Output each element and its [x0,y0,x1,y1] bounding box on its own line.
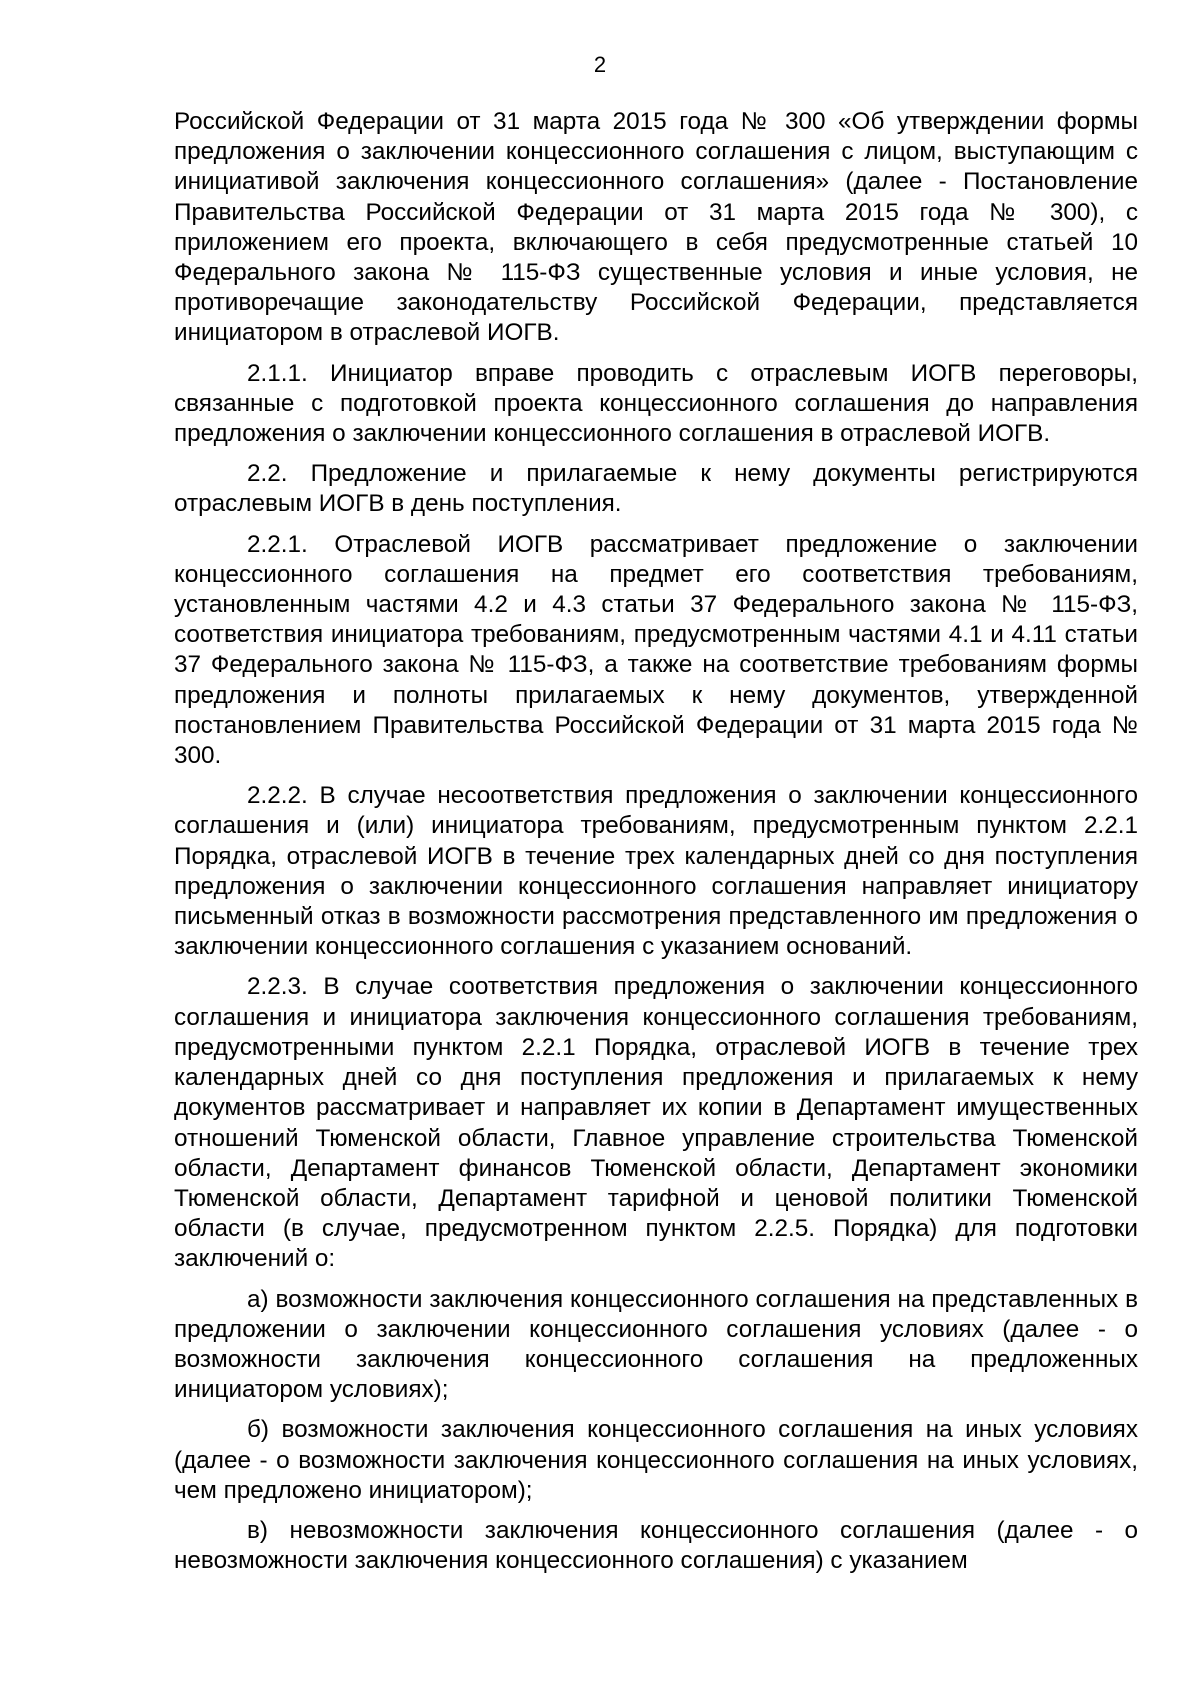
page-number: 2 [593,52,607,77]
list-item-b: б) возможности заключения концессионного соглашения на иных условиях (далее - о возможности заключения концессионного соглашения на иных условиях, чем предложено инициатором); [174,1416,1138,1504]
list-item-a: а) возможности заключения концессионного соглашения на представленных в предложении о заключении концессионного соглашения условиях (далее - о возможности заключения концессионного соглашения на предложенных инициатором условиях); [174,1285,1138,1404]
paragraph-continuation: Российской Федерации от 31 марта 2015 года № 300 «Об утверждении формы предложения о заключении концессионного соглашения с лицом, выступающим с инициативой заключения концессионного соглашения» (далее - Постановление Правительства Российской Федерации от 31 марта 2015 года № 300), с приложением его проекта, включающего в себя предусмотренные статьей 10 Федерального закона № 115-ФЗ существенные условия и иные условия, не противоречащие законодательству Российской Федерации, представляется инициатором в отраслевой ИОГВ. [174,108,1138,347]
paragraph-2-2: 2.2. Предложение и прилагаемые к нему документы регистрируются отраслевым ИОГВ в день поступления. [174,460,1138,518]
list-item-v: в) невозможности заключения концессионного соглашения (далее - о невозможности заключения концессионного соглашения) с указанием [174,1516,1138,1575]
paragraph-2-2-2: 2.2.2. В случае несоответствия предложения о заключении концессионного соглашения и (или) инициатора требованиям, предусмотренным пунктом 2.2.1 Порядка, отраслевой ИОГВ в течение трех календарных дней со дня поступления предложения о заключении концессионного соглашения направляет инициатору письменный отказ в возможности рассмотрения представленного им предложения о заключении концессионного соглашения с указанием оснований. [174,782,1138,961]
paragraph-2-2-3: 2.2.3. В случае соответствия предложения о заключении концессионного соглашения и инициатора заключения концессионного соглашения требованиям, предусмотренными пунктом 2.2.1 Порядка, отраслевой ИОГВ в течение трех календарных дней со дня поступления предложения и прилагаемых к нему документов рассматривает и направляет их копии в Департамент имущественных отношений Тюменской области, Главное управление строительства Тюменской области, Департамент финансов Тюменской области, Департамент экономики Тюменской области, Департамент тарифной и ценовой политики Тюменской области (в случае, предусмотренном пунктом 2.2.5. Порядка) для подготовки заключений о: [174,973,1138,1273]
paragraph-2-1-1: 2.1.1. Инициатор вправе проводить с отраслевым ИОГВ переговоры, связанные с подготовкой проекта концессионного соглашения до направления предложения о заключении концессионного соглашения в отраслевой ИОГВ. [174,359,1138,448]
paragraph-2-2-1: 2.2.1. Отраслевой ИОГВ рассматривает предложение о заключении концессионного соглашения на предмет его соответствия требованиям, установленным частями 4.2 и 4.3 статьи 37 Федерального закона № 115-ФЗ, соответствия инициатора требованиям, предусмотренным частями 4.1 и 4.11 статьи 37 Федерального закона № 115-ФЗ, а также на соответствие требованиям формы предложения и полноты прилагаемых к нему документов, утвержденной постановлением Правительства Российской Федерации от 31 марта 2015 года № 300. [174,530,1138,770]
